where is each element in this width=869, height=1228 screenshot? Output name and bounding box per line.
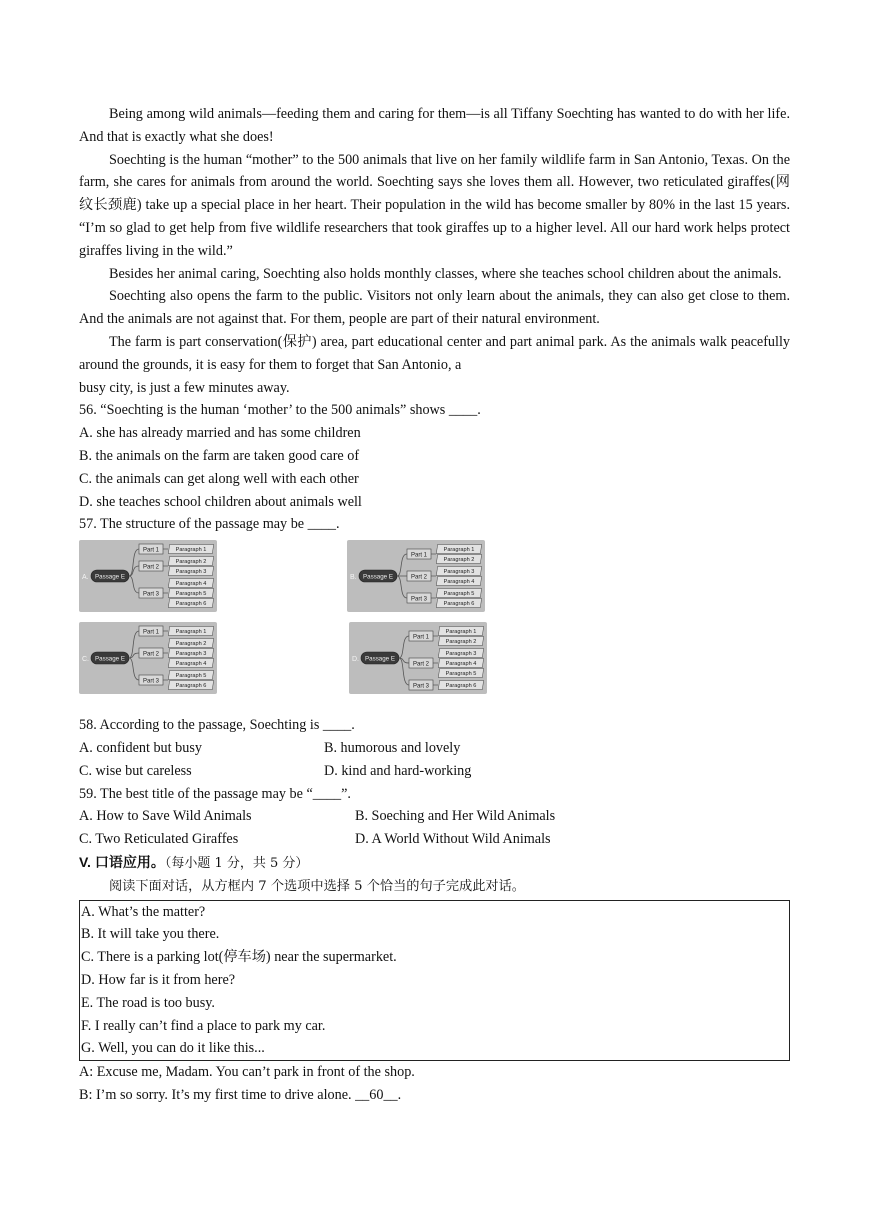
paragraph-node-label: Paragraph 4 — [445, 661, 477, 668]
box-option-f: F. I really can’t find a place to park my car. — [81, 1017, 326, 1034]
paragraph-node-label: Paragraph 3 — [443, 569, 475, 576]
document-page — [79, 103, 790, 1107]
section-5-title: V. 口语应用。 — [79, 853, 165, 870]
paragraph-node-label: Paragraph 6 — [443, 601, 475, 608]
question-58-option-c: C. wise but careless — [79, 762, 192, 779]
paragraph-node-label: Paragraph 2 — [175, 559, 207, 566]
paragraph-node-label: Paragraph 1 — [175, 547, 207, 554]
paragraph-node-label: Paragraph 4 — [175, 581, 207, 588]
mindmap-svg — [79, 540, 217, 612]
diagram-letter: C. — [82, 656, 89, 664]
box-option-c: C. There is a parking lot(停车场) near the supermarket. — [81, 949, 397, 966]
branch-line — [399, 636, 409, 658]
paragraph-node-label: Paragraph 1 — [445, 629, 477, 636]
section-5-heading — [79, 851, 790, 876]
part-node-label: Part 2 — [410, 574, 428, 581]
part-node-label: Part 3 — [412, 683, 430, 690]
root-node-label: Passage E — [95, 573, 125, 581]
mindmap-svg — [79, 622, 217, 694]
paragraph-node-label: Paragraph 3 — [175, 569, 207, 576]
structure-diagram-b — [347, 540, 485, 612]
box-option-a: A. What’s the matter? — [81, 903, 206, 920]
passage-paragraph-4: Soechting also opens the farm to the public. Visitors not only learn about the animals, they can also get close to them. And the animals are not against that. For them, people are part of their natural environment. — [79, 288, 790, 328]
branch-line — [129, 549, 139, 576]
paragraph-node-label: Paragraph 3 — [175, 651, 207, 658]
section-5-score-note: （每小题 1 分，共 5 分） — [164, 855, 309, 871]
dialogue-line-1: A: Excuse me, Madam. You can’t park in front of the shop. — [79, 1064, 415, 1081]
paragraph-node-label: Paragraph 6 — [175, 601, 207, 608]
part-node-label: Part 2 — [142, 651, 160, 658]
question-58-option-d: D. kind and hard-working — [324, 762, 472, 779]
question-56-option-b: B. the animals on the farm are taken good care of — [79, 447, 360, 464]
question-56-option-c: C. the animals can get along well with each other — [79, 470, 359, 487]
question-56-stem: 56. “Soechting is the human ‘mother’ to the 500 animals” shows ____. — [79, 402, 481, 419]
branch-line — [129, 658, 139, 680]
paragraph-node-label: Paragraph 4 — [175, 661, 207, 668]
structure-diagrams — [79, 540, 790, 712]
question-57-stem: 57. The structure of the passage may be ____. — [79, 516, 340, 533]
question-56-option-a: A. she has already married and has some children — [79, 425, 361, 442]
part-node-label: Part 1 — [142, 629, 160, 636]
paragraph-node-label: Paragraph 1 — [175, 629, 207, 636]
question-59-options-row-1 — [79, 805, 790, 828]
question-58-option-b: B. humorous and lovely — [324, 739, 461, 756]
diagram-letter: A. — [82, 574, 89, 582]
paragraph-node-label: Paragraph 6 — [175, 683, 207, 690]
paragraph-node-label: Paragraph 5 — [175, 591, 207, 598]
box-option-b: B. It will take you there. — [81, 926, 220, 943]
paragraph-node-label: Paragraph 3 — [445, 651, 477, 658]
part-node-label: Part 3 — [142, 591, 160, 598]
box-option-d: D. How far is it from here? — [81, 971, 236, 988]
structure-diagram-a — [79, 540, 217, 612]
question-59-options-row-2 — [79, 828, 790, 851]
structure-diagram-c — [79, 622, 217, 694]
question-59-stem: 59. The best title of the passage may be “____”. — [79, 785, 351, 802]
question-59-option-a: A. How to Save Wild Animals — [79, 808, 252, 825]
root-node-label: Passage E — [365, 655, 395, 663]
part-node-label: Part 2 — [142, 564, 160, 571]
mindmap-svg — [347, 540, 485, 612]
question-58-stem: 58. According to the passage, Soechting is ____. — [79, 717, 355, 734]
question-59-option-d: D. A World Without Wild Animals — [355, 831, 551, 848]
question-56-option-d: D. she teaches school children about animals well — [79, 493, 362, 510]
root-node-label: Passage E — [95, 655, 125, 663]
question-58-options-row-2 — [79, 760, 790, 783]
options-box — [79, 900, 790, 1062]
structure-diagram-d — [349, 622, 487, 694]
box-option-g: G. Well, you can do it like this... — [81, 1040, 265, 1057]
branch-line — [129, 576, 139, 593]
dialogue-line-2: B: I’m so sorry. It’s my first time to drive alone. __60__. — [79, 1086, 402, 1103]
paragraph-node-label: Paragraph 2 — [445, 639, 477, 646]
passage-paragraph-1: Being among wild animals—feeding them and caring for them—is all Tiffany Soechting has wanted to do with her life. And that is exactly what she does! — [79, 106, 790, 145]
paragraph-node-label: Paragraph 5 — [445, 671, 477, 678]
question-58-options-row-1 — [79, 737, 790, 760]
mindmap-svg — [349, 622, 487, 694]
paragraph-node-label: Paragraph 4 — [443, 579, 475, 586]
question-59-option-c: C. Two Reticulated Giraffes — [79, 831, 239, 848]
part-node-label: Part 3 — [142, 678, 160, 685]
root-node-label: Passage E — [363, 573, 393, 581]
part-node-label: Part 1 — [412, 634, 430, 641]
paragraph-node-label: Paragraph 1 — [443, 547, 475, 554]
diagram-letter: D. — [352, 656, 359, 664]
question-58-option-a: A. confident but busy — [79, 739, 202, 756]
paragraph-node-label: Paragraph 2 — [443, 557, 475, 564]
part-node-label: Part 3 — [410, 596, 428, 603]
paragraph-node-label: Paragraph 5 — [175, 673, 207, 680]
box-option-e: E. The road is too busy. — [81, 994, 215, 1011]
branch-line — [397, 576, 407, 598]
section-5-instruction: 阅读下面对话，从方框内 7 个选项中选择 5 个恰当的句子完成此对话。 — [109, 878, 525, 894]
passage-paragraph-5: The farm is part conservation(保护) area, part educational center and part animal park. As the animals walk peacefully around the grounds, it is easy for them to forget that San Antonio, a — [79, 333, 790, 373]
passage-paragraph-2: Soechting is the human “mother” to the 500 animals that live on her family wildlife farm in San Antonio, Texas. On the farm, she cares for animals from around the world. Soechting says she loves them all. However, two reticulated giraffes(网纹长颈鹿) take up a special place in her heart. Their population in the wild has become smaller by 80% in the last 15 years. “I’m so glad to get help from five wildlife researchers that took giraffes up to a higher level. All our hard work helps protect giraffes living in the wild.” — [79, 151, 790, 259]
part-node-label: Part 1 — [142, 547, 160, 554]
paragraph-node-label: Paragraph 2 — [175, 641, 207, 648]
branch-line — [397, 554, 407, 576]
part-node-label: Part 2 — [412, 661, 430, 668]
passage-paragraph-5-end: busy city, is just a few minutes away. — [79, 379, 290, 396]
paragraph-node-label: Paragraph 5 — [443, 591, 475, 598]
diagram-letter: B. — [350, 574, 357, 582]
branch-line — [399, 658, 409, 685]
branch-line — [129, 631, 139, 658]
question-59-option-b: B. Soeching and Her Wild Animals — [355, 808, 556, 825]
part-node-label: Part 1 — [410, 552, 428, 559]
paragraph-node-label: Paragraph 6 — [445, 683, 477, 690]
passage-paragraph-3: Besides her animal caring, Soechting also holds monthly classes, where she teaches school children about the animals. — [109, 265, 782, 282]
